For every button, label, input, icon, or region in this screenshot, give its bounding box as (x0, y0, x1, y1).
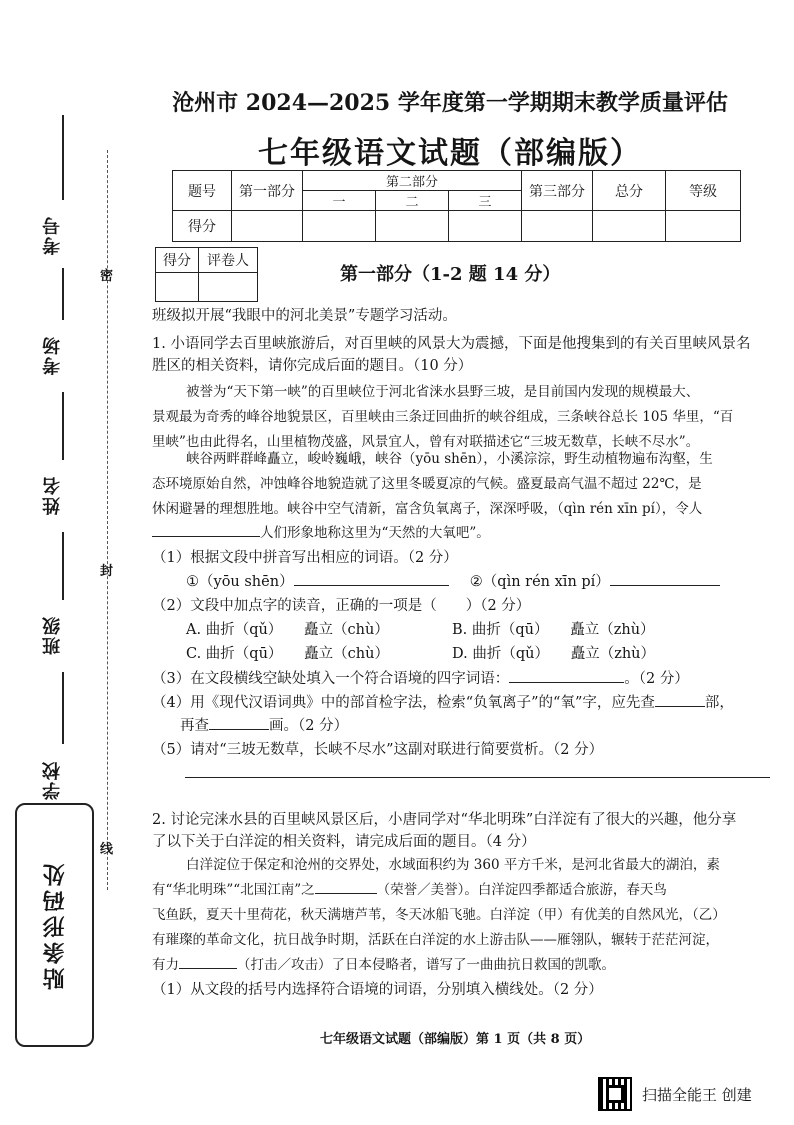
score-header-part3: 第三部分 (522, 171, 593, 211)
score-cell-sub1[interactable] (303, 211, 376, 242)
score-table (172, 170, 741, 242)
q2-passage-line1: 白洋淀位于保定和沧州的交界处，水域面积约为 360 平方千米，是河北省最大的湖泊，素 (186, 857, 720, 873)
name-line (62, 392, 64, 460)
page-footer: 七年级语文试题（部编版）第 1 页（共 8 页） (320, 1032, 591, 1047)
q1-option-d[interactable]: D. 曲折（qǔ） 矗立（zhù） (452, 646, 656, 662)
q2-passage-line4: 有璀璨的革命文化，抗日战争时期，活跃在白洋淀的水上游击队——雁翎队，辗转于茫茫河淀， (152, 932, 719, 948)
q1-sub1-answers (186, 572, 720, 592)
q1-option-c[interactable]: C. 曲折（qū） 矗立（chù） (186, 646, 389, 662)
grader-name-label: 评卷人 (199, 248, 258, 273)
score-sub-1: 一 (303, 191, 376, 211)
score-cell-part3[interactable] (522, 211, 593, 242)
barcode-label: 贴条形码处 (42, 860, 68, 990)
q2-blank-honor[interactable] (315, 893, 377, 894)
q1-sub1: （1）根据文段中拼音写出相应的词语。（2 分） (152, 550, 458, 566)
class-line (62, 532, 64, 600)
q1-sub3-wrap (152, 669, 689, 689)
intro-text: 班级拟开展“我眼中的河北美景”专题学习活动。 (152, 308, 457, 324)
q1-stem-line1: 1. 小语同学去百里峡旅游后，对百里峡的风景大为震撼，下面是他搜集到的有关百里峡风景名 (152, 336, 751, 352)
score-sub-3: 三 (449, 191, 522, 211)
q1-sub4-radical-blank[interactable] (655, 706, 705, 707)
grader-score-cell[interactable] (156, 273, 199, 302)
score-cell-sub3[interactable] (449, 211, 522, 242)
q1-option-b[interactable]: B. 曲折（qū） 矗立（zhù） (452, 622, 655, 638)
exam-room-line (62, 268, 64, 320)
score-cell-total[interactable] (593, 211, 666, 242)
q2-passage-line5-wrap (152, 953, 615, 978)
grader-score-label: 得分 (156, 248, 199, 273)
exam-room-label: 考场 (42, 335, 63, 375)
q1-passage-1-line2: 景观最为奇秀的峰谷地貌景区，百里峡由三条迂回曲折的峡谷组成，三条峡谷总长 105 华里，“百 (152, 409, 734, 425)
q1-passage-2-line3: 休闲避暑的理想胜地。峡谷中空气清新，富含负氧离子，深深呼吸，（qìn rén xīn pí），令人 (152, 501, 703, 517)
q1-sub3-points: 。（2 分） (624, 671, 689, 687)
score-header-part2: 第二部分 (303, 171, 522, 191)
q2-passage-line2-wrap (152, 878, 667, 903)
q1-sub3-blank[interactable] (509, 682, 624, 683)
q1-sub4-line2-end: 画。（2 分） (269, 718, 349, 734)
q1-sub1-b-label: ②（qìn rén xīn pí） (469, 574, 610, 590)
class-label: 班级 (42, 615, 63, 655)
score-sub-2: 二 (376, 191, 449, 211)
exam-title: 沧州市 2024—2025 学年度第一学期期末教学质量评估 (172, 90, 728, 116)
q1-sub1-a-label: ①（yōu shēn） (186, 574, 294, 590)
q1-sub4-line1-end: 部， (704, 695, 734, 711)
q1-sub1-b-blank[interactable] (610, 585, 720, 586)
q1-sub4-line1-wrap (152, 693, 734, 713)
q2-blank-strike[interactable] (179, 968, 237, 969)
seal-dashed-line (107, 150, 108, 890)
score-cell-grade[interactable] (666, 211, 741, 242)
seal-char-mi: 密 (100, 269, 114, 284)
school-label: 学校 (42, 760, 63, 800)
seal-char-xian: 线 (100, 842, 114, 857)
q2-passage-line5b: （打击／攻击）了日本侵略者，谱写了一曲曲抗日救国的凯歌。 (237, 957, 615, 973)
q1-passage-blank[interactable] (152, 536, 260, 537)
q2-passage-line2b: （荣誉／美誉）。白洋淀四季都适合旅游，春天鸟 (376, 882, 667, 898)
score-cell-sub2[interactable] (376, 211, 449, 242)
scanner-watermark: 扫描全能王 创建 (642, 1086, 752, 1104)
qr-code-icon (598, 1077, 632, 1111)
q2-sub1: （1）从文段的括号内选择符合语境的词语，分别填入横线处。（2 分） (152, 982, 603, 998)
section-title: 第一部分（1-2 题 14 分） (340, 264, 561, 285)
q2-stem-line2: 了以下关于白洋淀的相关资料，请完成后面的题目。（4 分） (152, 834, 536, 850)
q1-sub4-line1: （4）用《现代汉语词典》中的部首检字法，检索“负氧离子”的“氧”字，应先查 (152, 695, 655, 711)
q1-sub5-answer-line[interactable] (185, 777, 770, 778)
q1-passage-1-line1: 被誉为“天下第一峡”的百里峡位于河北省涞水县野三坡，是目前国内发现的规模最大、 (186, 384, 700, 400)
q1-passage-2-line1: 峡谷两畔群峰矗立，峻岭巍峨，峡谷（yōu shēn），小溪淙淙，野生动植物遍布沟壑，生 (186, 451, 713, 467)
q1-sub4-line2: 再查 (180, 718, 209, 734)
q1-passage-2-line4: 人们形象地称这里为“天然的大氧吧”。 (260, 525, 490, 541)
q2-passage-line5a: 有力 (152, 957, 179, 973)
score-cell-part1[interactable] (232, 211, 303, 242)
school-line (62, 672, 64, 744)
grader-name-cell[interactable] (199, 273, 258, 302)
score-header-total: 总分 (593, 171, 666, 211)
q1-sub2: （2）文段中加点字的读音，正确的一项是（ ）（2 分） (152, 598, 531, 614)
score-header-number: 题号 (173, 171, 232, 211)
seal-char-feng: 封 (100, 564, 114, 579)
q1-passage-2-line4-wrap (152, 521, 490, 546)
score-header-grade: 等级 (666, 171, 741, 211)
q2-passage-line2a: 有“华北明珠”“北国江南”之 (152, 882, 315, 898)
score-row-label: 得分 (173, 211, 232, 242)
q1-sub4-strokes-blank[interactable] (209, 729, 269, 730)
exam-number-label: 考号 (42, 215, 63, 255)
q1-passage-1-line3: 里峡”也由此得名，山里植物茂盛，风景宜人，曾有对联描述它“三坡无数草，长峡不尽水”。 (152, 434, 700, 450)
exam-subtitle: 七年级语文试题（部编版） (258, 136, 642, 171)
q1-option-a[interactable]: A. 曲折（qǔ） 矗立（chù） (186, 622, 389, 638)
q1-passage-2-line2: 态环境原始自然，冲蚀峰谷地貌造就了这里冬暖夏凉的气候。盛夏最高气温不超过 22℃，是 (152, 476, 702, 492)
exam-number-line (62, 115, 64, 200)
q1-sub3: （3）在文段横线空缺处填入一个符合语境的四字词语： (152, 671, 510, 687)
q1-sub4-line2-wrap (180, 716, 348, 736)
grader-table (155, 247, 258, 302)
q2-stem-line1: 2. 讨论完涞水县的百里峡风景区后，小唐同学对“华北明珠”白洋淀有了很大的兴趣，他分享 (152, 812, 737, 828)
q1-sub5: （5）请对“三坡无数草，长峡不尽水”这副对联进行简要赏析。（2 分） (152, 742, 604, 758)
q1-sub1-a-blank[interactable] (294, 585, 449, 586)
q2-passage-line3: 飞鱼跃，夏天十里荷花，秋天满塘芦苇，冬天冰船飞驰。白洋淀（甲）有优美的自然风光，（乙） (152, 907, 726, 923)
name-label: 姓名 (42, 475, 63, 515)
q1-stem-line2: 胜区的相关资料，请你完成后面的题目。（10 分） (152, 358, 473, 374)
score-header-part1: 第一部分 (232, 171, 303, 211)
barcode-area (15, 803, 94, 1047)
